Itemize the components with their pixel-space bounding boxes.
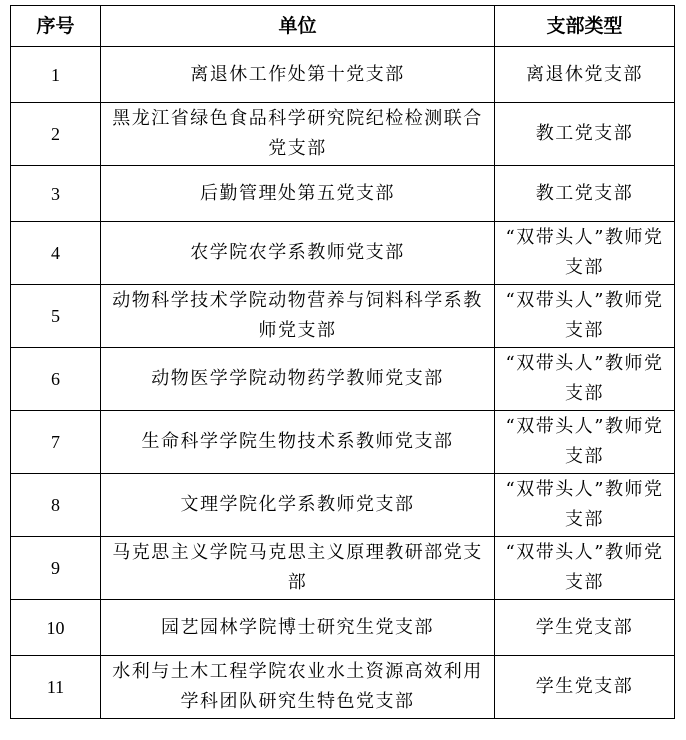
row-index: 11 <box>11 656 101 719</box>
table-row <box>11 348 675 411</box>
row-type: 教工党支部 <box>495 166 675 222</box>
table-row <box>11 411 675 474</box>
row-index: 2 <box>11 103 101 166</box>
table-row <box>11 285 675 348</box>
row-index: 5 <box>11 285 101 348</box>
row-unit: 文理学院化学系教师党支部 <box>101 474 495 537</box>
table-row <box>11 656 675 719</box>
row-unit: 水利与土木工程学院农业水土资源高效利用学科团队研究生特色党支部 <box>101 656 495 719</box>
row-type: 学生党支部 <box>495 656 675 719</box>
row-index: 9 <box>11 537 101 600</box>
table-row <box>11 103 675 166</box>
row-type: “双带头人”教师党支部 <box>495 411 675 474</box>
table-header-row <box>11 6 675 47</box>
party-branch-table <box>10 5 675 719</box>
table-row <box>11 537 675 600</box>
row-type: “双带头人”教师党支部 <box>495 474 675 537</box>
row-unit: 园艺园林学院博士研究生党支部 <box>101 600 495 656</box>
row-index: 10 <box>11 600 101 656</box>
row-type: “双带头人”教师党支部 <box>495 348 675 411</box>
row-unit: 农学院农学系教师党支部 <box>101 222 495 285</box>
table-row <box>11 600 675 656</box>
row-index: 6 <box>11 348 101 411</box>
row-index: 3 <box>11 166 101 222</box>
row-type: 教工党支部 <box>495 103 675 166</box>
row-unit: 离退休工作处第十党支部 <box>101 47 495 103</box>
row-unit: 生命科学学院生物技术系教师党支部 <box>101 411 495 474</box>
row-unit: 动物医学学院动物药学教师党支部 <box>101 348 495 411</box>
table-row <box>11 47 675 103</box>
table-row <box>11 166 675 222</box>
row-index: 1 <box>11 47 101 103</box>
row-unit: 马克思主义学院马克思主义原理教研部党支部 <box>101 537 495 600</box>
row-index: 4 <box>11 222 101 285</box>
row-index: 8 <box>11 474 101 537</box>
header-index: 序号 <box>11 6 101 47</box>
row-unit: 动物科学技术学院动物营养与饲料科学系教师党支部 <box>101 285 495 348</box>
row-unit: 后勤管理处第五党支部 <box>101 166 495 222</box>
row-unit: 黑龙江省绿色食品科学研究院纪检检测联合党支部 <box>101 103 495 166</box>
row-index: 7 <box>11 411 101 474</box>
row-type: 学生党支部 <box>495 600 675 656</box>
table-row <box>11 222 675 285</box>
table-row <box>11 474 675 537</box>
header-type: 支部类型 <box>495 6 675 47</box>
row-type: “双带头人”教师党支部 <box>495 222 675 285</box>
row-type: “双带头人”教师党支部 <box>495 537 675 600</box>
row-type: 离退休党支部 <box>495 47 675 103</box>
header-unit: 单位 <box>101 6 495 47</box>
row-type: “双带头人”教师党支部 <box>495 285 675 348</box>
